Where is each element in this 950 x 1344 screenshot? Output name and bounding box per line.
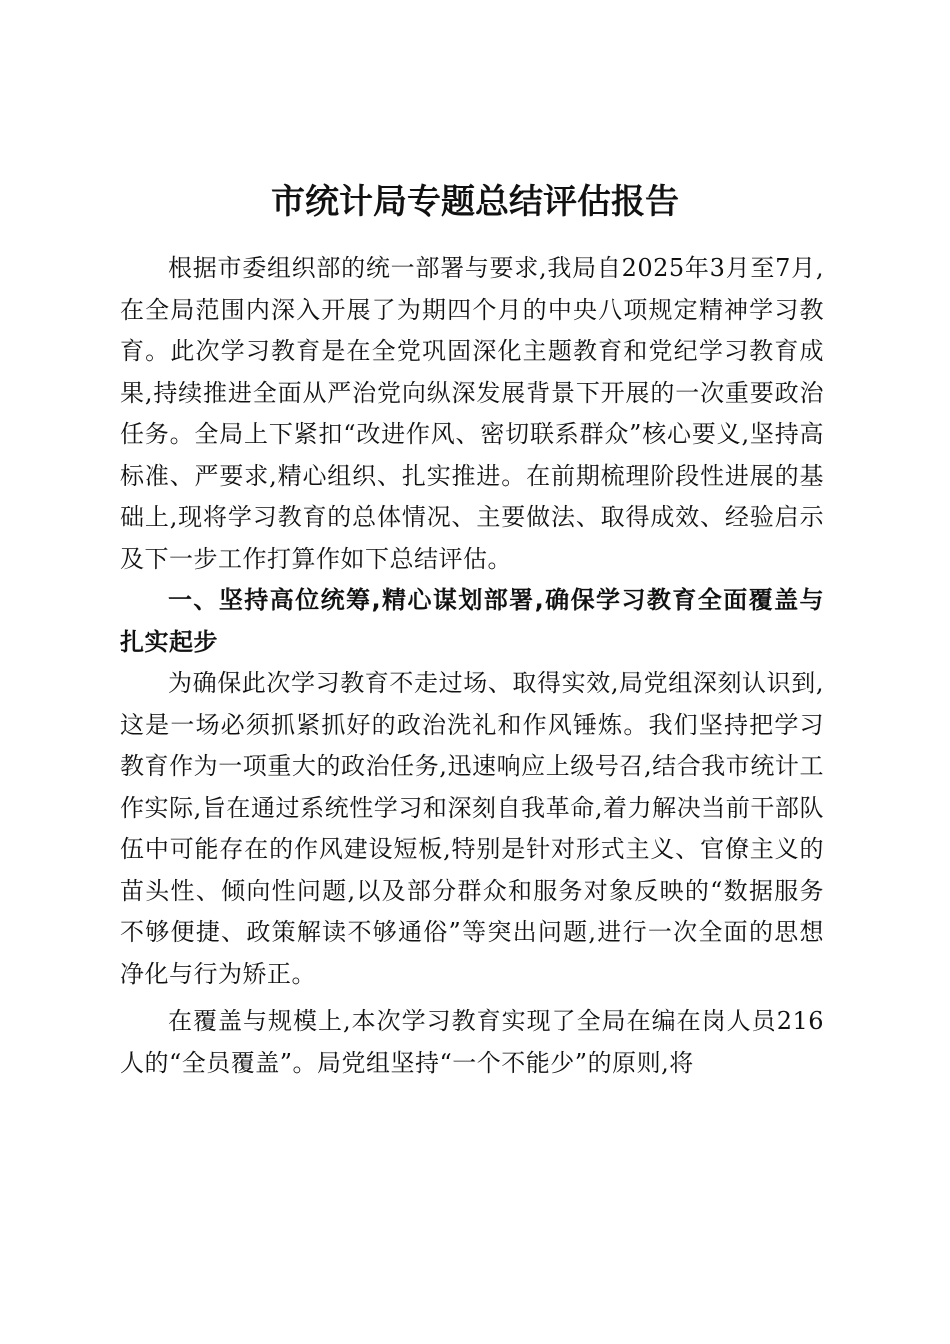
document-title: 市统计局专题总结评估报告 [271, 182, 679, 222]
section-paragraph-1: 为确保此次学习教育不走过场、取得实效,局党组深刻认识到,这是一场必须抓紧抓好的政治洗礼和作风锤炼。我们坚持把学习教育作为一项重大的政治任务,迅速响应上级号召,结合我市统计工作实际,旨在通过系统性学习和深刻自我革命,着力解决当前干部队伍中可能存在的作风建设短板,特别是针对形式主义、官僚主义的苗头性、倾向性问题,以及部分群众和服务对象反映的“数据服务不够便捷、政策解读不够通俗”等突出问题,进行一次全面的思想净化与行为矫正。 [120, 669, 824, 988]
document-body [120, 248, 824, 1084]
intro-paragraph: 根据市委组织部的统一部署与要求,我局自2025年3月至7月,在全局范围内深入开展了为期四个月的中央八项规定精神学习教育。此次学习教育是在全党巩固深化主题教育和党纪学习教育成果,持续推进全面从严治党向纵深发展背景下开展的一次重要政治任务。全局上下紧扣“改进作风、密切联系群众”核心要义,坚持高标准、严要求,精心组织、扎实推进。在前期梳理阶段性进展的基础上,现将学习教育的总体情况、主要做法、取得成效、经验启示及下一步工作打算作如下总结评估。 [120, 254, 824, 573]
section-paragraph-2: 在覆盖与规模上,本次学习教育实现了全局在编在岗人员216人的“全员覆盖”。局党组坚持“一个不能少”的原则,将 [120, 1007, 824, 1077]
section-heading: 一、坚持高位统筹,精心谋划部署,确保学习教育全面覆盖与扎实起步 [120, 586, 824, 656]
